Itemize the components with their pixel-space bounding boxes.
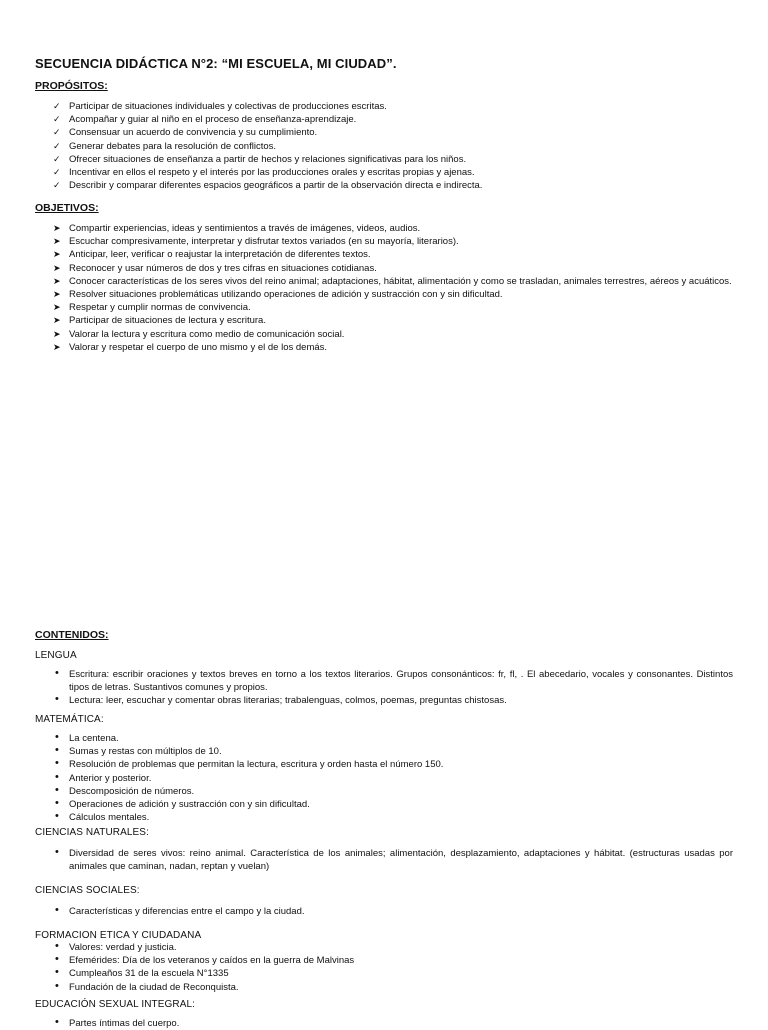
objetivo-item-text: Valorar y respetar el cuerpo de uno mismo y el de los demás.: [69, 341, 328, 353]
arrow-bullet-icon: ➤: [53, 315, 61, 326]
bullet-icon: •: [55, 940, 59, 952]
etica-label: FORMACION ETICA Y CIUDADANA: [35, 930, 202, 941]
proposito-item: [53, 179, 733, 192]
arrow-bullet-icon: ➤: [53, 341, 61, 352]
matematica-item: [53, 772, 733, 785]
bullet-icon: •: [55, 744, 59, 757]
objetivos-list: [53, 222, 733, 354]
matematica-item: [53, 785, 733, 798]
matematica-item: [53, 758, 733, 771]
matematica-item-text: Resolución de problemas que permitan la lectura, escritura y orden hasta el número 150.: [69, 759, 444, 771]
bullet-icon: •: [55, 667, 59, 679]
arrow-bullet-icon: ➤: [53, 236, 61, 247]
matematica-item-text: Operaciones de adición y sustracción con y sin dificultad.: [69, 799, 310, 811]
objetivo-item-text: Escuchar compresivamente, interpretar y disfrutar textos variados (en su mayoría, literarios).: [69, 236, 459, 248]
arrow-bullet-icon: ➤: [53, 275, 61, 286]
checkmark-icon: ✓: [53, 140, 61, 151]
matematica-list: [53, 732, 733, 824]
lengua-label: LENGUA: [35, 650, 77, 661]
proposito-item: [53, 140, 733, 153]
sociales-label: CIENCIAS SOCIALES:: [35, 885, 140, 896]
etica-item: [53, 941, 733, 954]
arrow-bullet-icon: ➤: [53, 302, 61, 313]
bullet-icon: •: [55, 757, 59, 770]
bullet-icon: •: [55, 693, 59, 706]
sociales-list: [53, 905, 733, 918]
matematica-item-text: Descomposición de números.: [69, 785, 195, 797]
arrow-bullet-icon: ➤: [53, 328, 61, 339]
proposito-item-text: Incentivar en ellos el respeto y el interés por las producciones orales y escritas propias y ajenas.: [69, 167, 475, 179]
etica-item-text: Cumpleaños 31 de la escuela N°1335: [69, 968, 229, 980]
proposito-item: [53, 113, 733, 126]
matematica-item-text: Cálculos mentales.: [69, 812, 150, 824]
etica-item: [53, 981, 733, 994]
bullet-icon: •: [55, 1016, 59, 1028]
objetivo-item: [53, 328, 733, 341]
matematica-item: [53, 798, 733, 811]
naturales-list: [53, 847, 733, 873]
objetivo-item: [53, 314, 733, 327]
naturales-item-text: Diversidad de seres vivos: reino animal. Característica de los animales; alimentación, desplazamiento, adaptaciones y hábitat. (estructuras usadas por animales que caminan, nadan, reptan y vuelan): [69, 848, 733, 873]
objetivo-item: [53, 288, 733, 301]
proposito-item: [53, 126, 733, 139]
arrow-bullet-icon: ➤: [53, 262, 61, 273]
bullet-icon: •: [55, 846, 59, 858]
lengua-item: [53, 668, 733, 694]
lengua-item-text: Lectura: leer, escuchar y comentar obras literarias; trabalenguas, colmos, poemas, preguntas chistosas.: [69, 695, 507, 707]
matematica-item-text: La centena.: [69, 733, 119, 744]
naturales-item: [53, 847, 733, 873]
bullet-icon: •: [55, 966, 59, 979]
matematica-item: [53, 745, 733, 758]
objetivo-item-text: Anticipar, leer, verificar o reajustar la interpretación de diferentes textos.: [69, 249, 371, 261]
propositos-heading: PROPÓSITOS:: [35, 80, 108, 92]
etica-list: [53, 941, 733, 994]
checkmark-icon: ✓: [53, 153, 61, 164]
matematica-item-text: Anterior y posterior.: [69, 772, 152, 784]
objetivo-item-text: Participar de situaciones de lectura y escritura.: [69, 315, 266, 327]
etica-item-text: Fundación de la ciudad de Reconquista.: [69, 981, 239, 993]
sociales-item: [53, 905, 733, 918]
bullet-icon: •: [55, 953, 59, 966]
checkmark-icon: ✓: [53, 114, 61, 125]
checkmark-icon: ✓: [53, 167, 61, 178]
proposito-item: [53, 100, 733, 113]
lengua-item: [53, 694, 733, 707]
document-title: SECUENCIA DIDÁCTICA N°2: “MI ESCUELA, MI CIUDAD”.: [35, 56, 397, 71]
lengua-item-text: Escritura: escribir oraciones y textos breves en torno a los textos literarios. Grupos consonánticos: fr, fl, . El abecedario, vocales y consonantes. Distintos tipos de letras. Sustantivos comunes y propios.: [69, 669, 733, 694]
proposito-item-text: Acompañar y guiar al niño en el proceso de enseñanza-aprendizaje.: [69, 114, 357, 126]
objetivo-item-text: Conocer características de los seres vivos del reino animal; adaptaciones, hábitat, alimentación y como se trasladan, animales terrestres, aéreos y acuáticos.: [69, 275, 732, 287]
proposito-item-text: Participar de situaciones individuales y colectivas de producciones escritas.: [69, 101, 387, 112]
proposito-item-text: Consensuar un acuerdo de convivencia y su cumplimiento.: [69, 127, 318, 139]
objetivo-item: [53, 262, 733, 275]
proposito-item-text: Describir y comparar diferentes espacios geográficos a partir de la observación directa e indirecta.: [69, 180, 483, 192]
matematica-item-text: Sumas y restas con múltiplos de 10.: [69, 746, 222, 758]
etica-item-text: Efemérides: Día de los veteranos y caídos en la guerra de Malvinas: [69, 955, 355, 967]
arrow-bullet-icon: ➤: [53, 223, 61, 233]
checkmark-icon: ✓: [53, 180, 61, 191]
esi-label: EDUCACIÓN SEXUAL INTEGRAL:: [35, 999, 196, 1010]
proposito-item: [53, 153, 733, 166]
objetivo-item-text: Reconocer y usar números de dos y tres cifras en situaciones cotidianas.: [69, 262, 377, 274]
arrow-bullet-icon: ➤: [53, 289, 61, 300]
bullet-icon: •: [55, 979, 59, 992]
objetivo-item: [53, 235, 733, 248]
bullet-icon: •: [55, 731, 59, 743]
bullet-icon: •: [55, 904, 59, 916]
contenidos-heading: CONTENIDOS:: [35, 629, 109, 641]
etica-item: [53, 967, 733, 980]
matematica-item: [53, 811, 733, 824]
checkmark-icon: ✓: [53, 101, 61, 111]
objetivo-item: [53, 248, 733, 261]
sociales-item-text: Características y diferencias entre el campo y la ciudad.: [69, 906, 305, 917]
bullet-icon: •: [55, 810, 59, 823]
bullet-icon: •: [55, 783, 59, 796]
arrow-bullet-icon: ➤: [53, 249, 61, 260]
objetivo-item: [53, 222, 733, 235]
objetivo-item-text: Compartir experiencias, ideas y sentimientos a través de imágenes, videos, audios.: [69, 223, 421, 234]
proposito-item-text: Generar debates para la resolución de conflictos.: [69, 140, 277, 152]
objetivo-item-text: Resolver situaciones problemáticas utilizando operaciones de adición y sustracción con y sin dificultad.: [69, 289, 503, 301]
objetivo-item-text: Respetar y cumplir normas de convivencia.: [69, 302, 251, 314]
propositos-list: [53, 100, 733, 192]
objetivo-item: [53, 275, 733, 288]
naturales-label: CIENCIAS NATURALES:: [35, 827, 149, 838]
etica-item-text: Valores: verdad y justicia.: [69, 942, 177, 953]
proposito-item-text: Ofrecer situaciones de enseñanza a partir de hechos y relaciones significativas para los niños.: [69, 153, 467, 165]
esi-item-text: Partes íntimas del cuerpo.: [69, 1018, 180, 1029]
proposito-item: [53, 166, 733, 179]
objetivo-item: [53, 341, 733, 354]
bullet-icon: •: [55, 797, 59, 810]
bullet-icon: •: [55, 770, 59, 783]
etica-item: [53, 954, 733, 967]
objetivo-item: [53, 301, 733, 314]
matematica-label: MATEMÁTICA:: [35, 714, 104, 725]
objetivo-item-text: Valorar la lectura y escritura como medio de comunicación social.: [69, 328, 345, 340]
objetivos-heading: OBJETIVOS:: [35, 202, 99, 214]
checkmark-icon: ✓: [53, 127, 61, 138]
matematica-item: [53, 732, 733, 745]
lengua-list: [53, 668, 733, 708]
